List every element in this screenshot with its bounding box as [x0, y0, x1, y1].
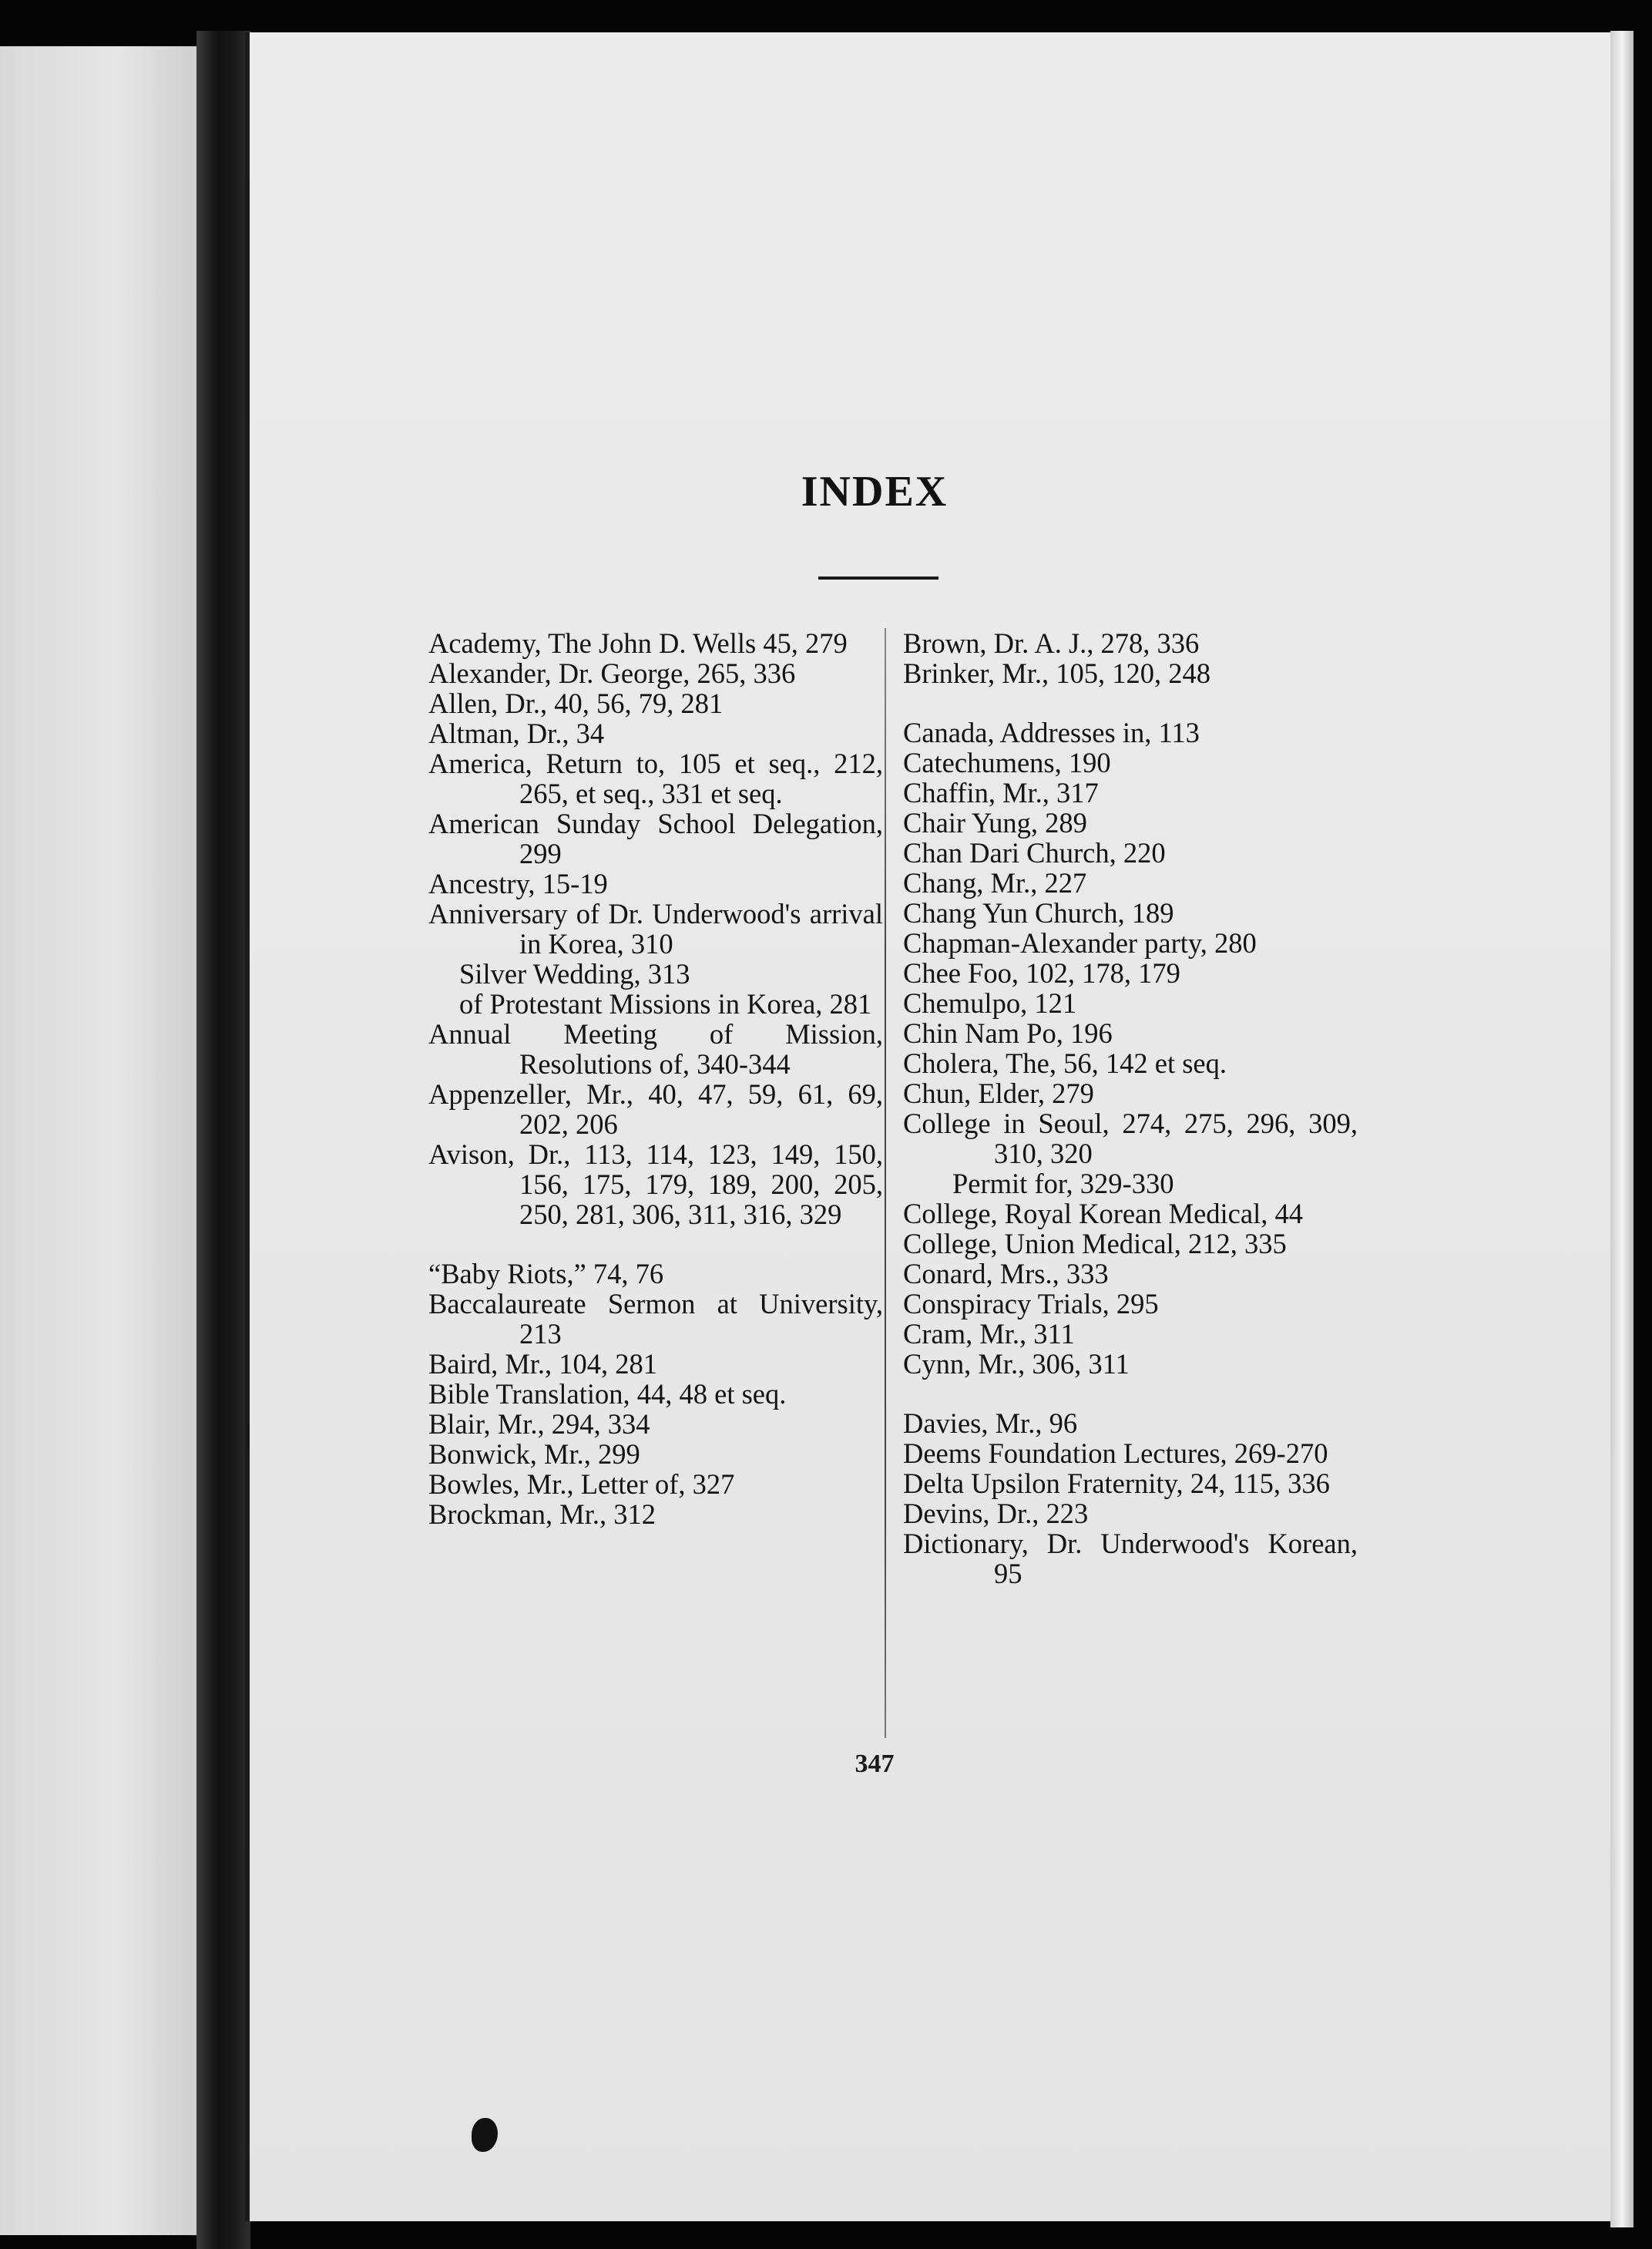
index-subentry: of Protestant Missions in Korea, 281 [459, 988, 872, 1020]
index-entry: Alexander, Dr. George, 265, 336 [428, 657, 796, 689]
index-entry: Chee Foo, 102, 178, 179 [903, 957, 1180, 989]
index-entry: Canada, Addresses in, 113 [903, 717, 1200, 748]
index-entry: Brinker, Mr., 105, 120, 248 [903, 657, 1211, 689]
index-entry: “Baby Riots,” 74, 76 [428, 1258, 664, 1289]
section-gap [903, 1379, 1358, 1408]
index-entry: Chapman-Alexander party, 280 [903, 927, 1257, 959]
index-entry: Baccalaureate Sermon at University, 213 [428, 1288, 883, 1350]
index-entry: Chun, Elder, 279 [903, 1077, 1094, 1109]
index-entry: Avison, Dr., 113, 114, 123, 149, 150, 156, 175, 179, 189, 200, 205, 250, 281, 306, 311, 316, 329 [428, 1138, 883, 1230]
index-entry: College, Royal Korean Medical, 44 [903, 1198, 1303, 1229]
index-entry: Brockman, Mr., 312 [428, 1498, 656, 1530]
index-entry: Baird, Mr., 104, 281 [428, 1348, 658, 1380]
index-entry: Academy, The John D. Wells 45, 279 [428, 627, 848, 659]
index-column-left [428, 628, 883, 1529]
index-entry: Deems Foundation Lectures, 269-270 [903, 1437, 1328, 1469]
index-entry: Ancestry, 15-19 [428, 868, 608, 899]
index-entry: Davies, Mr., 96 [903, 1407, 1078, 1439]
column-divider [885, 628, 886, 1738]
index-entry: Cholera, The, 56, 142 et seq. [903, 1047, 1227, 1079]
index-entry: Brown, Dr. A. J., 278, 336 [903, 627, 1200, 659]
index-entry: Appenzeller, Mr., 40, 47, 59, 61, 69, 202, 206 [428, 1078, 883, 1140]
index-entry: Chan Dari Church, 220 [903, 837, 1166, 869]
index-entry: Allen, Dr., 40, 56, 79, 281 [428, 687, 724, 719]
index-entry: Delta Upsilon Fraternity, 24, 115, 336 [903, 1467, 1330, 1499]
section-gap [903, 688, 1358, 718]
index-entry: American Sunday School Delegation, 299 [428, 808, 883, 869]
index-entry: Cynn, Mr., 306, 311 [903, 1348, 1130, 1380]
index-entry: College in Seoul, 274, 275, 296, 309, 310, 320 [903, 1108, 1358, 1169]
index-entry: Chin Nam Po, 196 [903, 1017, 1113, 1049]
index-entry: Conard, Mrs., 333 [903, 1258, 1109, 1289]
index-entry: Bowles, Mr., Letter of, 327 [428, 1468, 735, 1500]
page-title: INDEX [801, 468, 949, 516]
index-entry: Chaffin, Mr., 317 [903, 777, 1099, 808]
index-entry: Blair, Mr., 294, 334 [428, 1408, 650, 1440]
index-entry: Chang, Mr., 227 [903, 867, 1087, 899]
index-entry: Chair Yung, 289 [903, 807, 1087, 839]
index-entry: Anniversary of Dr. Underwood's arrival in Korea, 310 [428, 898, 883, 960]
index-entry: Bible Translation, 44, 48 et seq. [428, 1378, 787, 1410]
index-entry: Chang Yun Church, 189 [903, 897, 1174, 929]
index-entry: Cram, Mr., 311 [903, 1318, 1075, 1350]
index-entry: America, Return to, 105 et seq., 212, 265, et seq., 331 et seq. [428, 748, 883, 809]
index-entry: Catechumens, 190 [903, 747, 1111, 778]
index-entry: Dictionary, Dr. Underwood's Korean, 95 [903, 1528, 1358, 1589]
index-entry: Devins, Dr., 223 [903, 1498, 1089, 1529]
index-entry: Altman, Dr., 34 [428, 718, 605, 749]
index-entry: Bonwick, Mr., 299 [428, 1438, 640, 1470]
book-gutter [196, 31, 250, 2249]
page-stack-edge [1610, 31, 1634, 2227]
index-subentry: Silver Wedding, 313 [459, 958, 690, 990]
index-entry: Conspiracy Trials, 295 [903, 1288, 1159, 1319]
page-number: 347 [855, 1750, 895, 1778]
index-column-right [903, 628, 1358, 1588]
index-entry: College, Union Medical, 212, 335 [903, 1228, 1287, 1259]
previous-page-edge [0, 46, 196, 2235]
section-gap [428, 1229, 883, 1259]
title-rule [818, 577, 938, 580]
index-subentry: Permit for, 329-330 [952, 1168, 1174, 1199]
index-entry: Annual Meeting of Mission, Resolutions of, 340-344 [428, 1018, 883, 1080]
index-entry: Chemulpo, 121 [903, 987, 1077, 1019]
